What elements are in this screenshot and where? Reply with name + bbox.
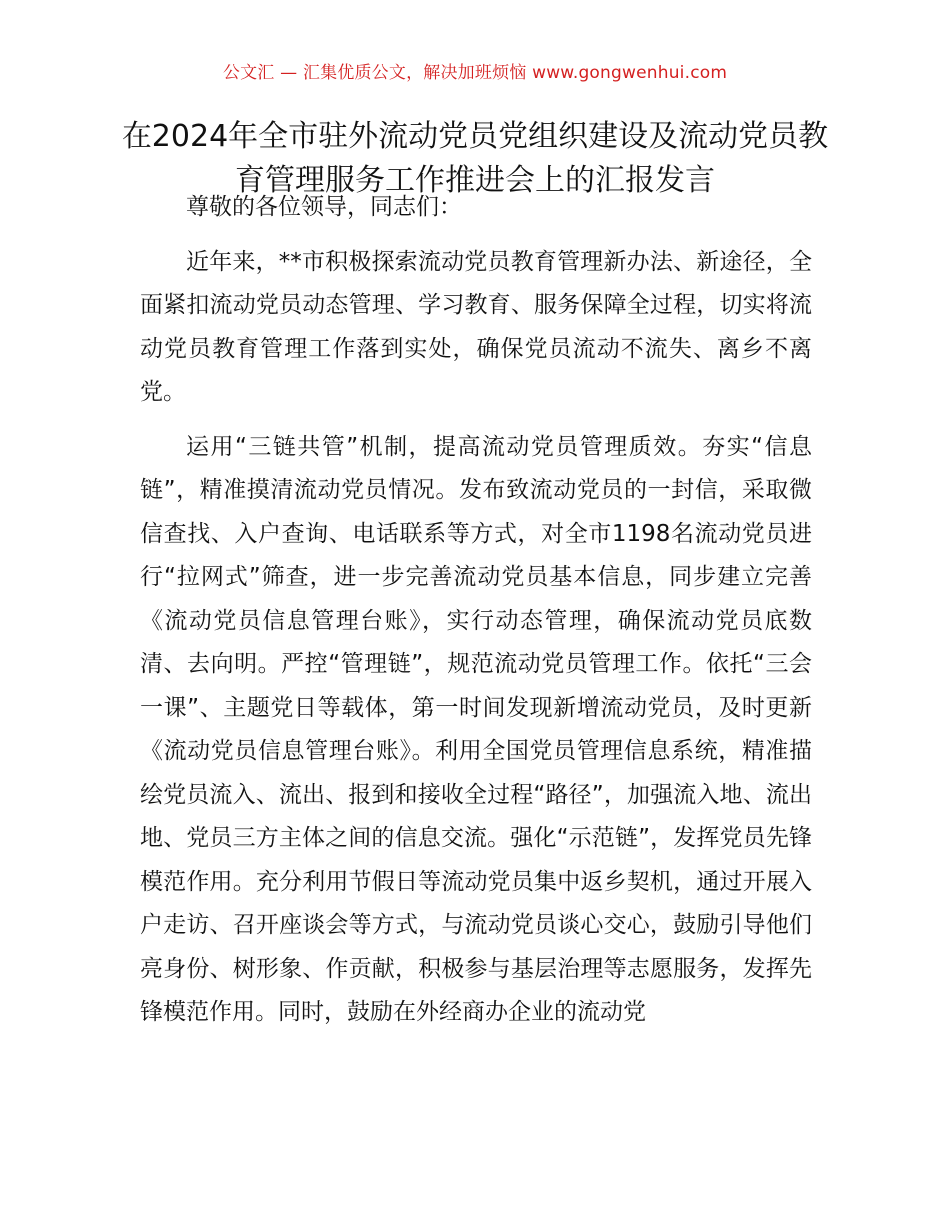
document-body <box>140 186 812 1035</box>
paragraph-intro: 近年来，**市积极探索流动党员教育管理新办法、新途径，全面紧扣流动党员动态管理、学习教育、服务保障全过程，切实将流动党员教育管理工作落到实处，确保党员流动不流失、离乡不离党。 <box>140 248 812 405</box>
greeting: 尊敬的各位领导，同志们： <box>186 194 462 220</box>
document-title: 在2024年全市驻外流动党员党组织建设及流动党员教育管理服务工作推进会上的汇报发言 <box>121 119 829 198</box>
paragraph-three-chains: 运用“三链共管”机制，提高流动党员管理质效。夯实“信息链”，精准摸清流动党员情况。发布致流动党员的一封信，采取微信查找、入户查询、电话联系等方式，对全市1198名流动党员进行“拉网式”筛查，进一步完善流动党员基本信息，同步建立完善《流动党员信息管理台账》，实行动态管理，确保流动党员底数清、去向明。严控“管理链”，规范流动党员管理工作。依托“三会一课”、主题党日等载体，第一时间发现新增流动党员，及时更新《流动党员信息管理台账》。利用全国党员管理信息系统，精准描绘党员流入、流出、报到和接收全过程“路径”，加强流入地、流出地、党员三方主体之间的信息交流。强化“示范链”，发挥党员先锋模范作用。充分利用节假日等流动党员集中返乡契机，通过开展入户走访、召开座谈会等方式，与流动党员谈心交心，鼓励引导他们亮身份、树形象、作贡献，积极参与基层治理等志愿服务，发挥先锋模范作用。同时，鼓励在外经商办企业的流动党 <box>140 433 812 1025</box>
header-banner: 公文汇 — 汇集优质公文，解决加班烦恼 www.gongwenhui.com <box>222 63 728 83</box>
